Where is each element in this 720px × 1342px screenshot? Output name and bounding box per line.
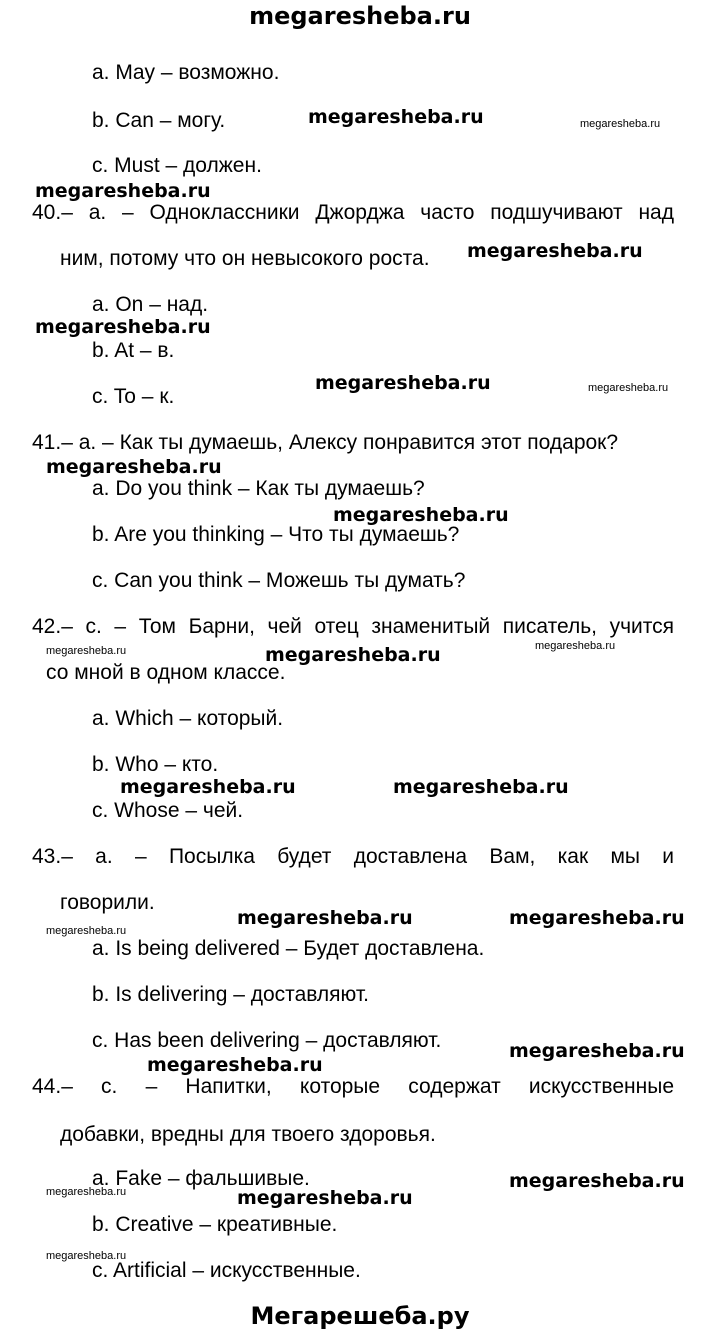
watermark: megaresheba.ru — [35, 180, 211, 202]
option-42a: a. Which – который. — [92, 707, 284, 730]
watermark: megaresheba.ru — [147, 1054, 323, 1076]
watermark: megaresheba.ru — [237, 907, 413, 929]
watermark: megaresheba.ru — [120, 776, 296, 798]
question-42-text-cont: со мной в одном классе. — [46, 661, 286, 684]
watermark: megaresheba.ru — [509, 907, 685, 929]
option-43c: c. Has been delivering – доставляют. — [92, 1029, 442, 1052]
option-44a: a. Fake – фальшивые. — [92, 1167, 310, 1190]
watermark-small: megaresheba.ru — [46, 1186, 127, 1198]
question-40-text-cont: ним, потому что он невысокого роста. — [60, 247, 430, 270]
question-44-text-cont: добавки, вредны для твоего здоровья. — [60, 1123, 436, 1146]
watermark: megaresheba.ru — [308, 106, 484, 128]
question-43-text: 43.– a. – Посылка будет доставлена Вам, как мы и — [32, 845, 674, 868]
option-41c: c. Can you think – Можешь ты думать? — [92, 569, 466, 592]
watermark: megaresheba.ru — [467, 240, 643, 262]
watermark: megaresheba.ru — [509, 1170, 685, 1192]
watermark: megaresheba.ru — [265, 644, 441, 666]
watermark: megaresheba.ru — [315, 372, 491, 394]
question-41-text: 41.– a. – Как ты думаешь, Алексу понравится этот подарок? — [32, 431, 619, 454]
option-43a: a. Is being delivered – Будет доставлена. — [92, 937, 485, 960]
watermark: megaresheba.ru — [35, 316, 211, 338]
option-39a: a. May – возможно. — [92, 61, 280, 84]
watermark: megaresheba.ru — [237, 1187, 413, 1209]
watermark-small: megaresheba.ru — [46, 1250, 127, 1262]
watermark-small: megaresheba.ru — [580, 118, 661, 130]
watermark: megaresheba.ru — [333, 504, 509, 526]
option-39c: c. Must – должен. — [92, 154, 262, 177]
option-43b: b. Is delivering – доставляют. — [92, 983, 369, 1006]
watermark-small: megaresheba.ru — [46, 925, 127, 937]
watermark: megaresheba.ru — [393, 776, 569, 798]
option-44b: b. Creative – креативные. — [92, 1213, 338, 1236]
site-footer: Мегарешеба.ру — [250, 1302, 470, 1330]
option-40c: c. To – к. — [92, 385, 175, 408]
question-40-text: 40.– a. – Одноклассники Джорджа часто подшучивают над — [32, 201, 674, 224]
option-42b: b. Who – кто. — [92, 753, 219, 776]
site-header: megaresheba.ru — [249, 2, 471, 30]
watermark: megaresheba.ru — [46, 456, 222, 478]
watermark-small: megaresheba.ru — [46, 645, 127, 657]
option-41b: b. Are you thinking – Что ты думаешь? — [92, 523, 460, 546]
question-44-text: 44.– c. – Напитки, которые содержат искусственные — [32, 1075, 674, 1098]
option-40a: a. On – над. — [92, 293, 209, 316]
question-42-text: 42.– c. – Том Барни, чей отец знаменитый писатель, учится — [32, 615, 674, 638]
watermark: megaresheba.ru — [509, 1040, 685, 1062]
watermark-small: megaresheba.ru — [535, 640, 616, 652]
option-42c: c. Whose – чей. — [92, 799, 244, 822]
question-43-text-cont: говорили. — [60, 891, 155, 914]
option-44c: c. Artificial – искусственные. — [92, 1259, 361, 1282]
option-40b: b. At – в. — [92, 339, 175, 362]
watermark-small: megaresheba.ru — [588, 382, 669, 394]
option-39b: b. Can – могу. — [92, 109, 226, 132]
option-41a: a. Do you think – Как ты думаешь? — [92, 477, 425, 500]
